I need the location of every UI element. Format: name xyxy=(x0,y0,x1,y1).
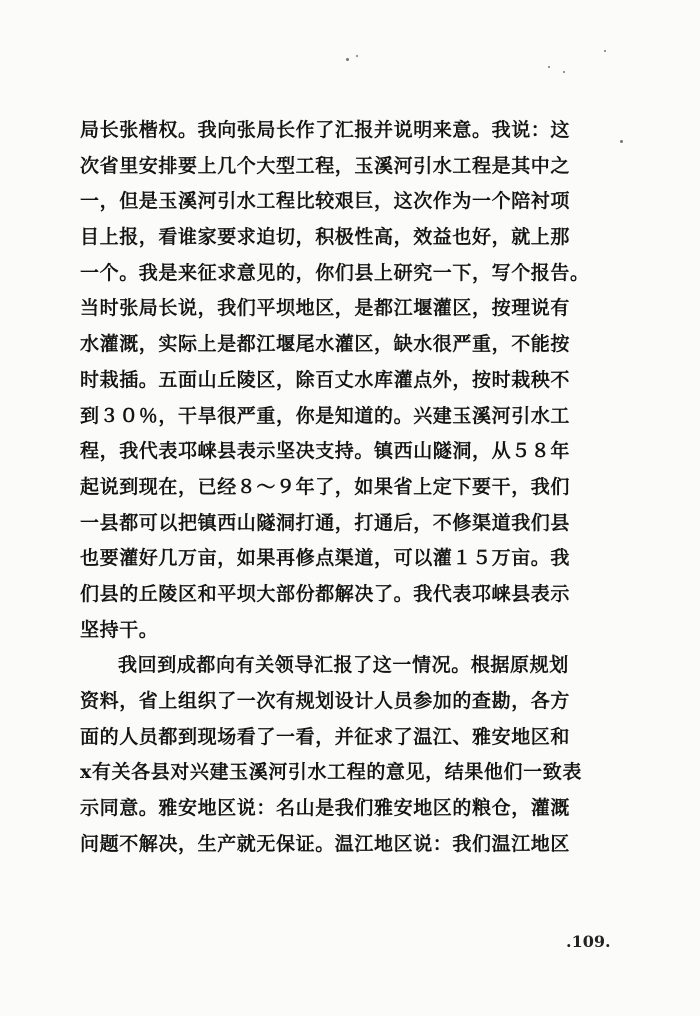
text-line: 资料，省上组织了一次有规划设计人员参加的查勘，各方 xyxy=(80,690,571,712)
text-line: 水灌溉，实际上是都江堰尾水灌区，缺水很严重，不能按 xyxy=(80,333,571,356)
body-text xyxy=(80,113,640,862)
scan-speck xyxy=(548,66,550,68)
scan-speck xyxy=(356,55,358,57)
paragraph-1 xyxy=(80,113,640,648)
text-line: 一，但是玉溪河引水工程比较艰巨，这次作为一个陪衬项 xyxy=(80,190,571,213)
text-line: 一个。我是来征求意见的，你们县上研究一下，写个报告。 xyxy=(80,261,590,284)
scan-speck xyxy=(346,58,349,61)
text-line: 示同意。雅安地区说：名山是我们雅安地区的粮仓，灌溉 xyxy=(80,797,571,820)
text-line: x有关各县对兴建玉溪河引水工程的意见，结果他们一致表 xyxy=(80,761,582,784)
text-line: 当时张局长说，我们平坝地区，是都江堰灌区，按理说有 xyxy=(80,297,571,320)
text-line: 目上报，看谁家要求迫切，积极性高，效益也好，就上那 xyxy=(80,226,571,249)
scan-speck xyxy=(604,50,606,52)
text-line: 面的人员都到现场看了一看，并征求了温江、雅安地区和 xyxy=(80,725,571,748)
text-line: 程，我代表邛崃县表示坚决支持。镇西山隧洞，从５８年 xyxy=(80,440,571,463)
text-line: 起说到现在，已经８～９年了，如果省上定下要干，我们 xyxy=(80,475,571,498)
text-line: 时栽插。五面山丘陵区，除百丈水库灌点外，按时栽秧不 xyxy=(80,368,571,391)
text-line: 到３０％，干旱很严重，你是知道的。兴建玉溪河引水工 xyxy=(80,404,571,427)
scan-speck xyxy=(563,71,565,73)
text-line: 坚持干。 xyxy=(80,618,159,641)
text-line: 次省里安排要上几个大型工程，玉溪河引水工程是其中之 xyxy=(80,154,571,177)
page-number: .109. xyxy=(566,932,611,951)
text-line: 也要灌好几万亩，如果再修点渠道，可以灌１５万亩。我 xyxy=(80,547,571,570)
text-line: 一县都可以把镇西山隧洞打通，打通后，不修渠道我们县 xyxy=(80,511,571,534)
text-line: 我回到成都向有关领导汇报了这一情况。根据原规划 xyxy=(118,654,569,677)
text-line: 问题不解决，生产就无保证。温江地区说：我们温江地区 xyxy=(80,832,571,855)
text-line: 局长张楷权。我向张局长作了汇报并说明来意。我说：这 xyxy=(80,119,571,141)
paragraph-2 xyxy=(80,648,640,862)
text-line: 们县的丘陵区和平坝大部份都解决了。我代表邛崃县表示 xyxy=(80,582,571,605)
